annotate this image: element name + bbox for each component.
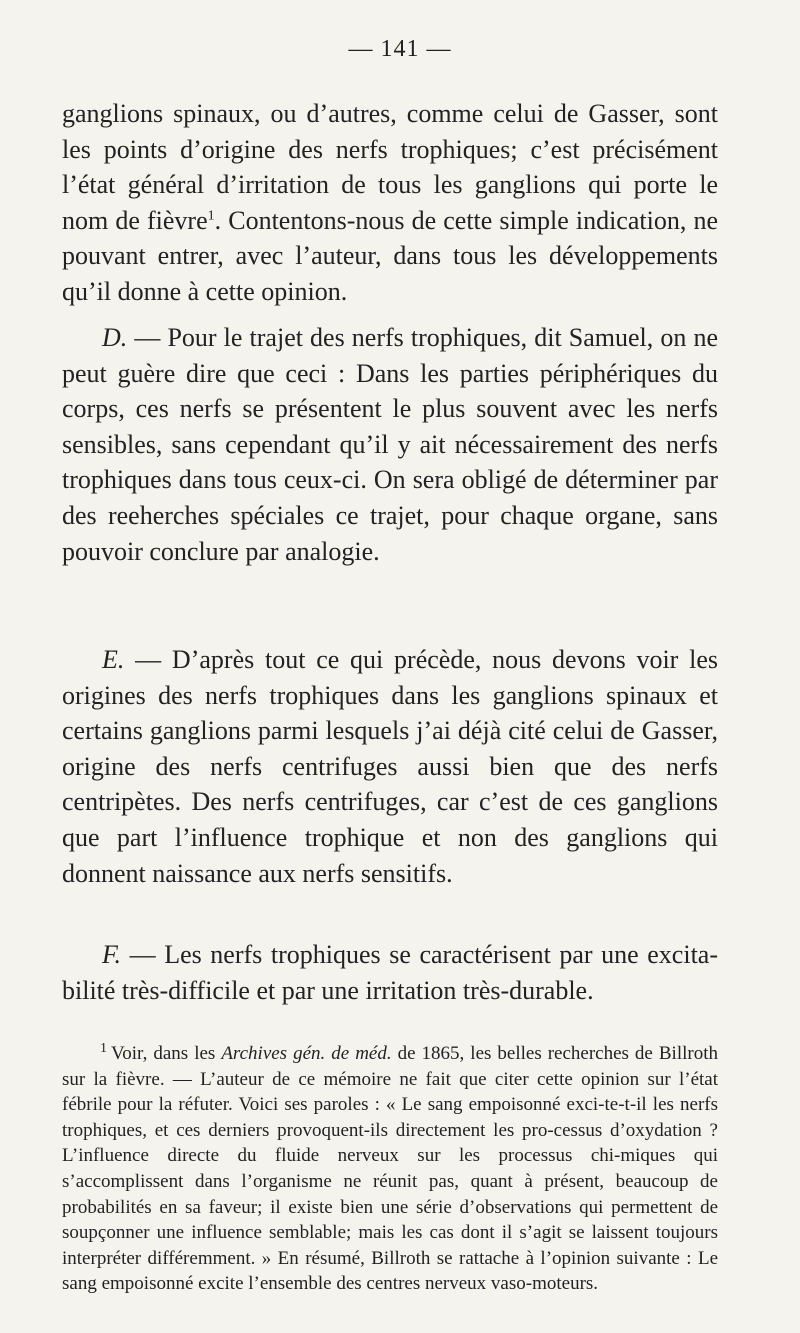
footnote-text: de 1865, les belles recherches de Billroth sur la fièvre. — L’auteur de ce mémoire ne fait que citer cette opinion sur l’état fébrile pour la réfuter. Voici ses paroles : « Le sang empoisonné exci-te-t-il les nerfs trophiques, et ces derniers provoquent-ils directement les pro-cessus d’oxydation ? L’influence directe du fluide nerveux sur les processus chi-miques qui s’accomplissent dans l’organisme ne réunit pas, quant à présent, beaucoup de probabilités en sa faveur; il existe bien une série d’observations qui permettent de soupçonner une influence semblable; mais les cas dont il s’agit se laissent toujours interpréter différemment. » En résumé, Billroth se rattache à l’opinion suivante : Le sang empoisonné excite l’ensemble des centres nerveux vaso-moteurs. [62, 1043, 718, 1295]
section-label-d: D. [102, 323, 128, 352]
paragraph-text: — Pour le trajet des nerfs trophiques, dit Samuel, on ne peut guère dire que ceci : Dans les parties périphériques du corps, ces nerfs se présentent le plus souvent avec les nerfs sensibles, sans cependant qu’il y ait nécessairement des nerfs trophiques dans tous ceux-ci. On sera obligé de déterminer par des reeherches spéciales ce trajet, pour chaque organe, sans pouvoir conclure par analogie. [62, 323, 718, 566]
paragraph-e [62, 642, 718, 891]
section-label-f: F. [102, 940, 122, 969]
paragraph-text: — Les nerfs trophiques se caractérisent par une excita-bilité très-difficile et par une irritation très-durable. [62, 940, 718, 1005]
paragraph-d [62, 320, 718, 569]
paragraph-text: ganglions spinaux, ou d’autres, comme celui de Gasser, sont les points d’origine des nerfs trophiques; c’est précisément l’état général d’irritation de tous les ganglions qui porte le nom de fièvre [62, 99, 718, 235]
footnote-text-start: Voir, dans les [111, 1043, 222, 1064]
paragraph-f [62, 937, 718, 1008]
section-label-e: E. [102, 645, 125, 674]
paragraph-continuation [62, 96, 718, 310]
paragraph-text-continued: . Contentons-nous de cette simple indication, ne pouvant entrer, avec l’auteur, dans tous les développements qu’il donne à cette opinion. [62, 205, 718, 306]
footnote: $^1$ Voir, dans les Archives gén. de méd. de 1865, les belles recherches de Billroth sur la fièvre. — L’auteur de ce mémoire ne fait que citer cette opinion sur l’état fébrile pour la réfuter. Voici ses paroles : « Le sang empoisonné exci-te-t-il les nerfs trophiques, et ces derniers provoquent-ils directement les pro-cessus d’oxydation ? L’influence directe du fluide nerveux sur les processus chi-miques qui s’accomplissent dans l’organisme ne réunit pas, quant à présent, beaucoup de probabilités en sa faveur; il existe bien une série d’observations qui permettent de soupçonner une influence semblable; mais les cas dont il s’agit se laissent toujours interpréter différemment. » En résumé, Billroth se rattache à l’opinion suivante : Le sang empoisonné excite l’ensemble des centres nerveux vaso-moteurs. [62, 1040, 718, 1295]
paragraph-text: — D’après tout ce qui précède, nous devons voir les origines des nerfs trophiques dans les ganglions spinaux et certains ganglions parmi lesquels j’ai déjà cité celui de Gasser, origine des nerfs centrifuges aussi bien que des nerfs centripètes. Des nerfs centrifuges, car c’est de ces ganglions que part l’influence trophique et non des ganglions qui donnent naissance aux nerfs sensitifs. [62, 645, 718, 888]
footnote-reference: 1 [207, 208, 215, 224]
footnote-journal-title: Archives gén. de méd. [221, 1043, 392, 1064]
page-number: — 141 — [348, 36, 452, 62]
